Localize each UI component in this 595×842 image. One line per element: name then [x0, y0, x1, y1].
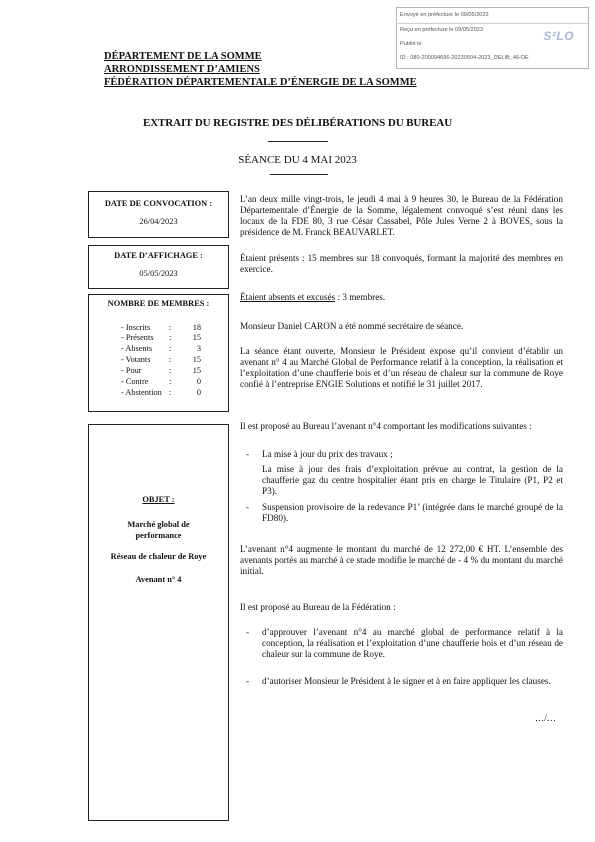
- members-label: NOMBRE DE MEMBRES :: [107, 299, 210, 308]
- department-line: DÉPARTEMENT DE LA SOMME: [104, 51, 262, 62]
- bullet-price-update: La mise à jour du prix des travaux ;: [262, 449, 393, 459]
- paragraph-absent: [240, 292, 563, 303]
- paragraph-proposal: Il est proposé au Bureau l’avenant n°4 comportant les modifications suivantes :: [240, 421, 532, 431]
- continued-mark: …/…: [535, 713, 556, 723]
- member-name: - Abstention: [121, 388, 162, 397]
- convocation-date: 26/04/2023: [139, 217, 178, 226]
- member-row-presents: - Présents : 15: [121, 333, 201, 342]
- member-value: 15: [192, 366, 201, 375]
- paragraph-bureau-proposal: Il est proposé au Bureau de la Fédération :: [240, 602, 396, 612]
- stamp-published: Publié le: [400, 41, 422, 47]
- objet-line-2: performance: [135, 531, 182, 540]
- bullet-authorize: d’autoriser Monsieur le Président à le signer et à en faire appliquer les clauses.: [262, 676, 551, 686]
- bullet-approve: d’approuver l’avenant n°4 au marché global de performance relatif à la conception, la réalisation et l’exploitation d’une chaufferie bois et d’un réseau de chaleur sur la commune de Roye.: [262, 627, 563, 659]
- objet-label: OBJET :: [142, 495, 175, 504]
- affichage-box: [88, 245, 229, 289]
- stamp-sent-date: Envoyé en préfecture le 09/05/2023: [400, 12, 489, 18]
- paragraph-amount: L’avenant n°4 augmente le montant du marché de 12 272,00 € HT. L’ensemble des avenants portés au marché à ce stade modifie le marché de - 4 % du montant du marché initial.: [240, 544, 563, 576]
- objet-line-3: Réseau de chaleur de Roye: [110, 552, 207, 561]
- member-name: - Votants: [121, 355, 151, 364]
- member-name: - Présents: [121, 333, 154, 342]
- document-header: [104, 50, 417, 89]
- member-row-votants: - Votants : 15: [121, 355, 201, 364]
- absent-count: : 3 membres.: [335, 292, 386, 302]
- member-value: 0: [196, 388, 201, 397]
- bullet-dash: -: [246, 627, 250, 637]
- title-underline: [268, 141, 328, 142]
- s2lo-logo: S²LO: [543, 29, 574, 43]
- stamp-id: ID : 080-200094696-20230504-2023_DELIB_46-DE: [400, 55, 529, 61]
- member-value: 15: [192, 333, 201, 342]
- member-row-abstention: - Abstention : 0: [121, 388, 201, 397]
- bullet-fee-suspension: Suspension provisoire de la redevance P1’ (intégrée dans le marché groupé de la FD80).: [262, 502, 563, 523]
- register-title: EXTRAIT DU REGISTRE DES DÉLIBÉRATIONS DU BUREAU: [142, 117, 453, 129]
- stamp-received-date: Reçu en préfecture le 09/05/2023: [400, 27, 484, 33]
- member-name: - Inscrits: [121, 323, 151, 332]
- member-value: 18: [192, 323, 201, 332]
- member-row-pour: - Pour : 15: [121, 366, 201, 375]
- member-value: 3: [196, 344, 201, 353]
- bullet-dash: -: [246, 676, 250, 686]
- member-row-contre: - Contre : 0: [121, 377, 201, 386]
- objet-box: [88, 424, 229, 821]
- seance-date: SÉANCE DU 4 MAI 2023: [238, 154, 357, 166]
- member-row-inscrits: - Inscrits : 18: [121, 323, 201, 332]
- federation-line: FÉDÉRATION DÉPARTEMENTALE D’ÉNERGIE DE LA SOMME: [104, 77, 417, 88]
- convocation-box: [88, 191, 229, 238]
- members-box: [88, 294, 229, 412]
- prefecture-stamp: [396, 7, 589, 69]
- absent-label: Étaient absents et excusés: [240, 292, 336, 302]
- bullet-dash: -: [246, 502, 250, 512]
- bullet-operating-costs: La mise à jour des frais d’exploitation prévue au contrat, la gestion de la chaufferie gaz du centre hospitalier étant pris en charge le Titulaire (P1, P2 et P3).: [262, 464, 563, 496]
- arrondissement-line: ARRONDISSEMENT D’AMIENS: [104, 64, 260, 75]
- paragraph-opening: L’an deux mille vingt-trois, le jeudi 4 mai à 9 heures 30, le Bureau de la Fédération Départementale d’Énergie de la Somme, légalement convoqué s’est réuni dans les locaux de la FDE 80, 3 rue César Cassabel, Pôle Jules Verne 2 à BOVES, sous la présidence de M. Franck BEAUVARLET.: [240, 194, 563, 237]
- paragraph-secretary: Monsieur Daniel CARON a été nommé secrétaire de séance.: [240, 321, 464, 331]
- paragraph-present: Étaient présents : 15 membres sur 18 convoqués, formant la majorité des membres en exercice.: [240, 253, 563, 274]
- seance-underline: [270, 174, 328, 175]
- bullet-dash: -: [246, 449, 250, 459]
- member-value: 15: [192, 355, 201, 364]
- member-name: - Contre: [121, 377, 149, 386]
- objet-line-4: Avenant n° 4: [135, 575, 182, 584]
- affichage-label: DATE D’AFFICHAGE :: [114, 251, 203, 260]
- member-name: - Pour: [121, 366, 142, 375]
- objet-line-1: Marché global de: [127, 520, 190, 529]
- stamp-divider: [397, 23, 588, 24]
- member-row-absents: - Absents : 3: [121, 344, 201, 353]
- member-value: 0: [196, 377, 201, 386]
- convocation-label: DATE DE CONVOCATION :: [104, 199, 213, 208]
- affichage-date: 05/05/2023: [139, 269, 178, 278]
- paragraph-exposition: La séance étant ouverte, Monsieur le Président expose qu’il convient d’établir un avenant n° 4 au Marché Global de Performance relatif à la conception, la réalisation et l’exploitation d’une chaufferie bois et d’un réseau de chaleur sur la commune de Roye confié à l’entreprise ENGIE Solutions et notifié le 31 juillet 2017.: [240, 346, 563, 389]
- member-name: - Absents: [121, 344, 153, 353]
